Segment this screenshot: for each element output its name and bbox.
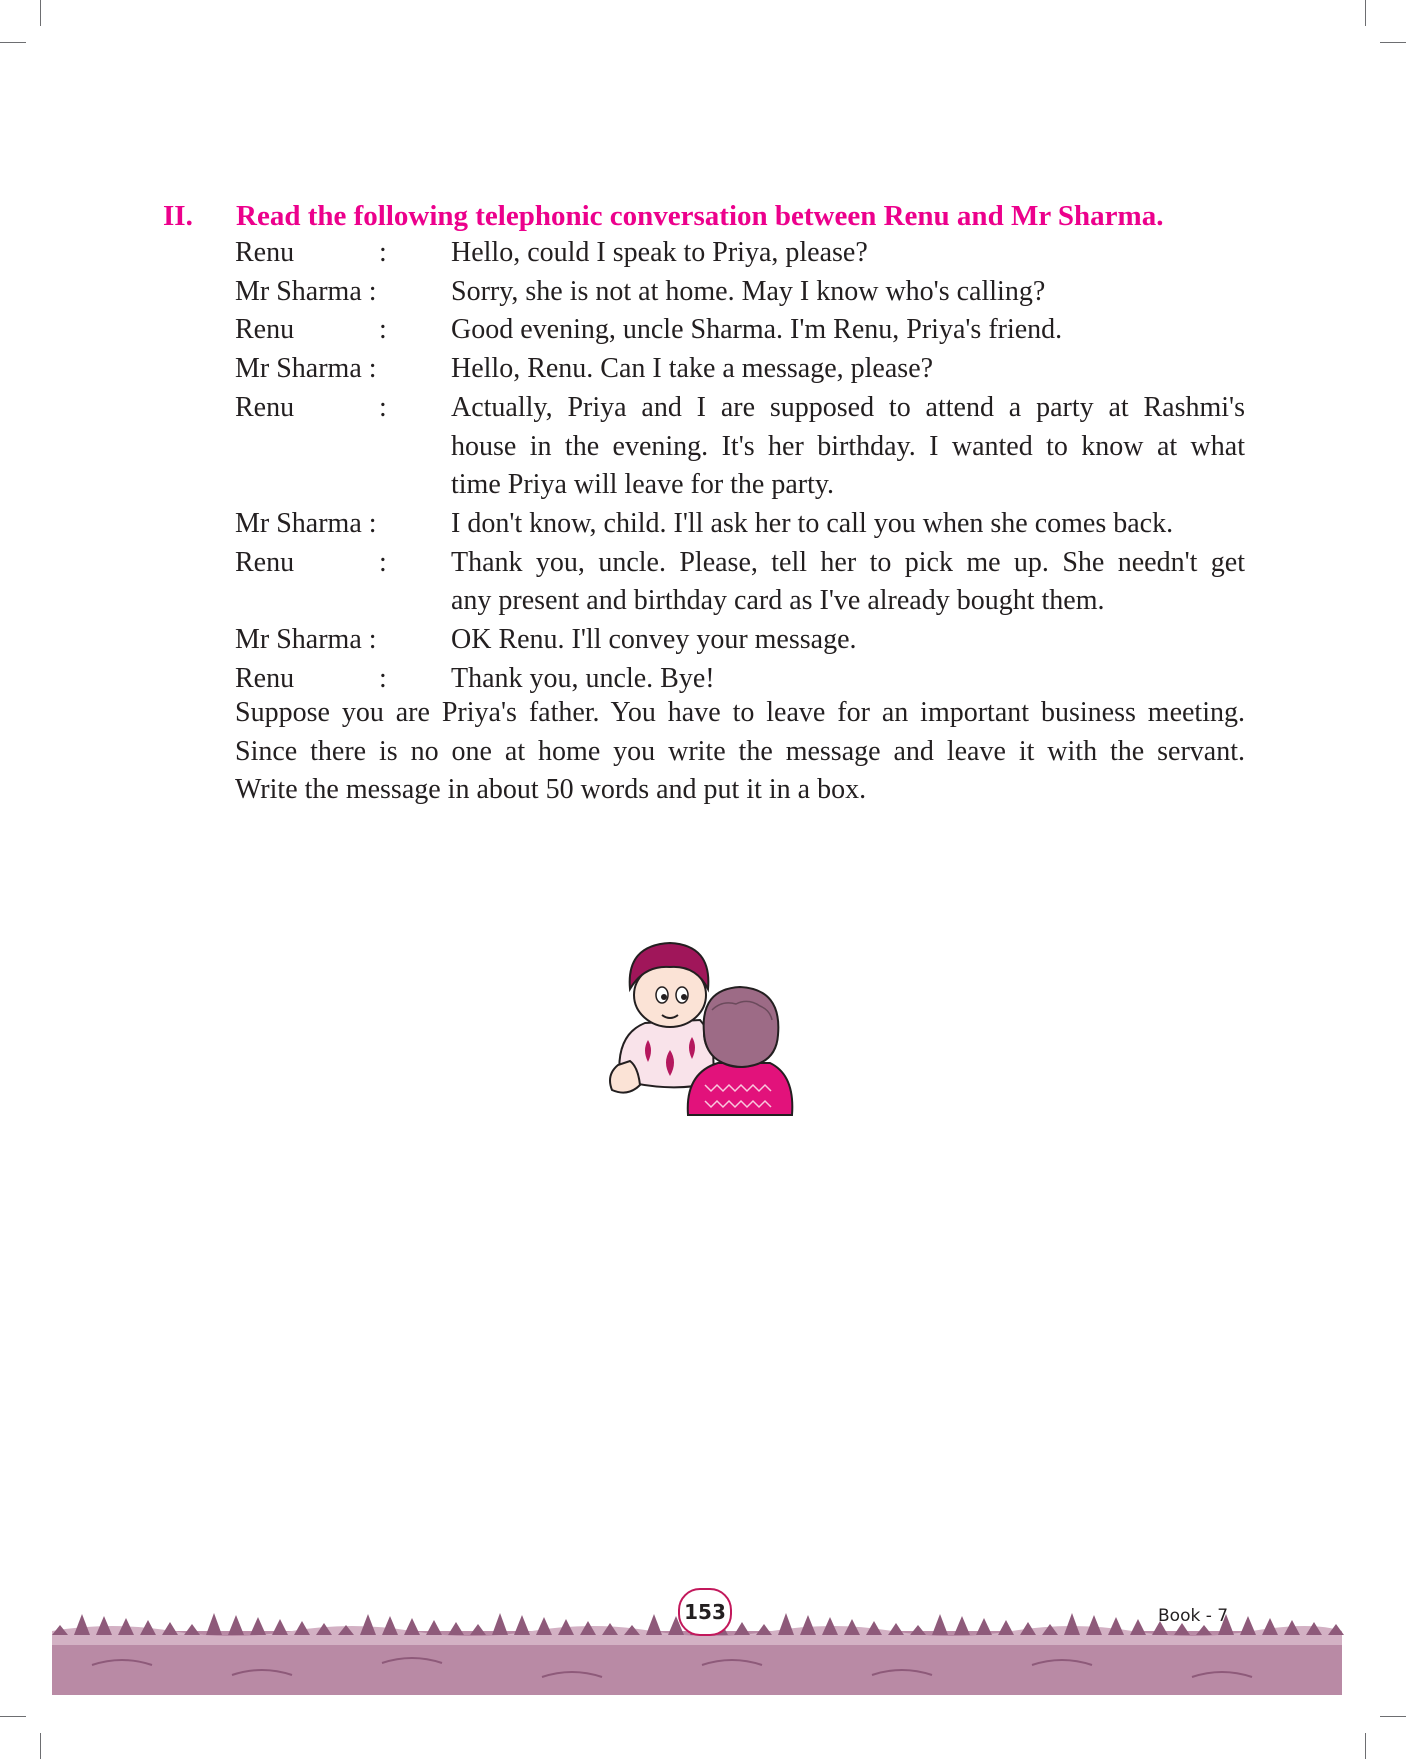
tree-icon xyxy=(1086,1615,1102,1635)
tree-icon xyxy=(74,1614,90,1635)
tree-icon xyxy=(470,1624,486,1635)
dialogue-line: Good evening, uncle Sharma. I'm Renu, Priya's friend. xyxy=(451,314,1063,346)
tree-icon xyxy=(888,1623,904,1635)
tree-icon xyxy=(206,1613,222,1635)
task-line: Since there is no one at home you write the message and leave it with the servant. xyxy=(235,735,1245,767)
section-instruction: Read the following telephonic conversation between Renu and Mr Sharma. xyxy=(236,200,1164,232)
tree-icon xyxy=(976,1618,992,1635)
dialogue-row xyxy=(235,234,1245,273)
tree-icon xyxy=(162,1622,178,1635)
tree-icon xyxy=(1108,1617,1124,1635)
tree-icon xyxy=(228,1615,244,1635)
speaker-colon: : xyxy=(379,391,387,423)
speaker-colon: : xyxy=(379,314,387,346)
tree-icon xyxy=(448,1622,464,1635)
dialogue-line: Hello, could I speak to Priya, please? xyxy=(451,237,868,268)
tree-icon xyxy=(96,1616,112,1635)
tree-icon xyxy=(646,1614,662,1635)
task-line: Suppose you are Priya's father. You have to leave for an important business meeting. xyxy=(235,697,1245,728)
book-label: Book - 7 xyxy=(1158,1606,1229,1626)
dialogue-line: Hello, Renu. Can I take a message, please? xyxy=(451,353,934,385)
speaker-colon: : xyxy=(379,546,387,578)
dialogue-row xyxy=(235,311,1245,350)
tree-icon xyxy=(382,1616,398,1635)
tree-icon xyxy=(756,1624,772,1635)
dialogue-row xyxy=(235,505,1245,544)
tree-icon xyxy=(910,1625,926,1635)
tree-icon xyxy=(360,1614,376,1635)
tree-icon xyxy=(1262,1618,1278,1635)
tree-icon xyxy=(932,1614,948,1635)
tree-icon xyxy=(426,1620,442,1635)
task-paragraph xyxy=(235,694,1245,810)
speaker-name: Renu xyxy=(235,391,295,423)
page-number: 153 xyxy=(678,1588,732,1636)
speaker-name: Mr Sharma : xyxy=(235,624,377,656)
dialogue xyxy=(235,234,1245,698)
crop-mark xyxy=(1380,1716,1406,1717)
dialogue-line: time Priya will leave for the party. xyxy=(451,469,835,501)
crop-mark xyxy=(1365,1733,1366,1759)
speaker-name: Renu xyxy=(235,237,295,268)
speaker-name: Mr Sharma : xyxy=(235,275,377,307)
crop-mark xyxy=(1365,0,1366,26)
speaker-colon: : xyxy=(379,237,387,268)
speaker-name: Mr Sharma : xyxy=(235,507,377,539)
dialogue-line: house in the evening. It's her birthday. I wanted to know at what xyxy=(451,430,1245,462)
tree-icon xyxy=(822,1617,838,1635)
tree-icon xyxy=(514,1615,530,1635)
tree-icon xyxy=(778,1613,794,1635)
crop-mark xyxy=(1380,42,1406,43)
speaker-name: Renu xyxy=(235,314,295,346)
tree-icon xyxy=(1240,1616,1256,1635)
tree-icon xyxy=(492,1613,508,1635)
dialogue-row xyxy=(235,273,1245,312)
dialogue-row xyxy=(235,621,1245,660)
dialogue-row xyxy=(235,389,1245,505)
task-line: Write the message in about 50 words and put it in a box. xyxy=(235,774,867,806)
tree-icon xyxy=(536,1617,552,1635)
dialogue-line: Thank you, uncle. Bye! xyxy=(451,662,715,694)
tree-icon xyxy=(184,1624,200,1635)
tree-icon xyxy=(404,1618,420,1635)
speaker-name: Renu xyxy=(235,662,295,694)
speaker-name: Mr Sharma : xyxy=(235,353,377,385)
tree-icon xyxy=(954,1616,970,1635)
dialogue-line: OK Renu. I'll convey your message. xyxy=(451,624,857,656)
tree-icon xyxy=(272,1619,288,1635)
tree-icon xyxy=(1196,1625,1212,1635)
dialogue-line: Thank you, uncle. Please, tell her to pick me up. She needn't get xyxy=(451,546,1245,578)
dialogue-row xyxy=(235,660,1245,699)
tree-icon xyxy=(294,1621,310,1635)
tree-icon xyxy=(1130,1619,1146,1635)
crop-mark xyxy=(0,1716,26,1717)
tree-icon xyxy=(734,1622,750,1635)
crop-mark xyxy=(40,0,41,26)
dialogue-line: I don't know, child. I'll ask her to call you when she comes back. xyxy=(451,507,1174,539)
speaker-name: Renu xyxy=(235,546,295,578)
two-children-talking-illustration xyxy=(600,915,800,1125)
tree-icon xyxy=(998,1620,1014,1635)
crop-mark xyxy=(40,1733,41,1759)
crop-mark xyxy=(0,42,26,43)
section-number: II. xyxy=(163,200,193,232)
tree-icon xyxy=(800,1615,816,1635)
speaker-colon: : xyxy=(379,662,387,694)
dialogue-line: any present and birthday card as I've already bought them. xyxy=(451,585,1105,617)
dialogue-row xyxy=(235,544,1245,621)
tree-icon xyxy=(1064,1613,1080,1635)
dialogue-line: Actually, Priya and I are supposed to attend a party at Rashmi's xyxy=(451,391,1245,423)
tree-icon xyxy=(250,1617,266,1635)
dialogue-row xyxy=(235,350,1245,389)
dialogue-line: Sorry, she is not at home. May I know who's calling? xyxy=(451,275,1046,307)
